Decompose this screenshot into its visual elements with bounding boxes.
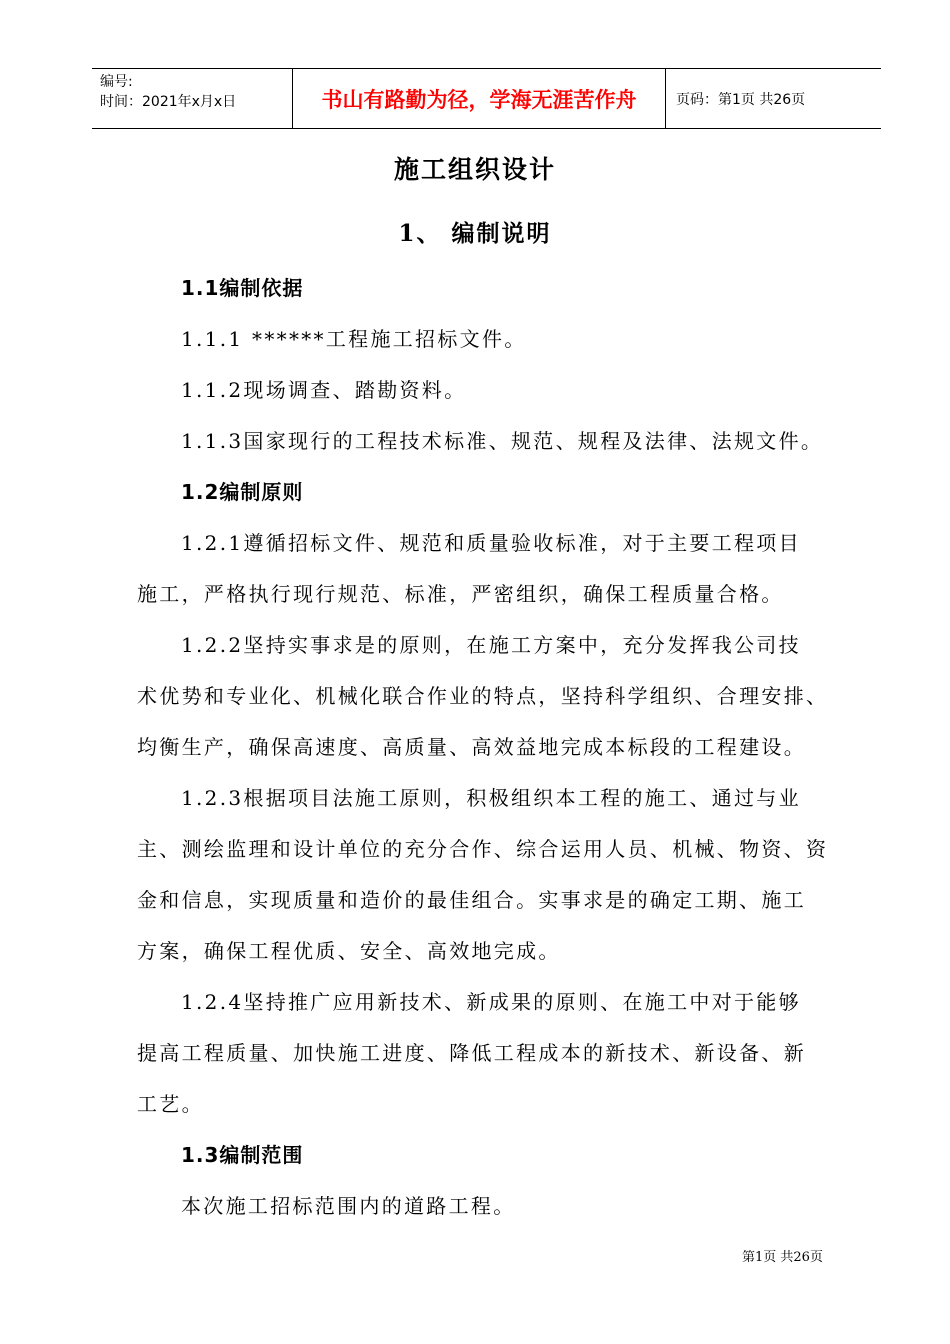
paragraph-line: 1.2.3根据项目法施工原则，积极组织本工程的施工、通过与业 (181, 786, 801, 810)
header-meta-cell (92, 69, 293, 128)
document-title: 施工组织设计 (393, 155, 556, 184)
page-header (92, 68, 881, 129)
header-motto: 书山有路勤为径，学海无涯苦作舟 (293, 69, 666, 128)
heading-1-3: 1.3编制范围 (181, 1143, 304, 1167)
paragraph-line: 1.1.3国家现行的工程技术标准、规范、规程及法律、法规文件。 (181, 429, 824, 453)
heading-1-2: 1.2编制原则 (181, 480, 304, 504)
paragraph-line: 均衡生产，确保高速度、高质量、高效益地完成本标段的工程建设。 (137, 735, 806, 759)
header-number-label: 编号: (100, 74, 133, 90)
heading-1-1: 1.1编制依据 (181, 276, 304, 300)
paragraph-line: 提高工程质量、加快施工进度、降低工程成本的新技术、新设备、新 (137, 1041, 806, 1065)
paragraph-line: 术优势和专业化、机械化联合作业的特点，坚持科学组织、合理安排、 (137, 684, 829, 708)
paragraph-line: 方案，确保工程优质、安全、高效地完成。 (137, 939, 561, 963)
paragraph-line: 1.1.1 ******工程施工招标文件。 (181, 327, 527, 351)
paragraph-line: 主、测绘监理和设计单位的充分合作、综合运用人员、机械、物资、资 (137, 837, 829, 861)
paragraph-line: 1.1.2现场调查、踏勘资料。 (181, 378, 467, 402)
page-footer: 第1页 共26页 (742, 1250, 823, 1265)
paragraph-line: 施工，严格执行现行规范、标准，严密组织，确保工程质量合格。 (137, 582, 784, 606)
paragraph-line: 金和信息，实现质量和造价的最佳组合。实事求是的确定工期、施工 (137, 888, 806, 912)
paragraph-line: 1.2.2坚持实事求是的原则，在施工方案中，充分发挥我公司技 (181, 633, 801, 657)
paragraph-line: 1.2.4坚持推广应用新技术、新成果的原则、在施工中对于能够 (181, 990, 801, 1014)
header-page-label: 页码：第1页 共26页 (676, 91, 806, 108)
header-time-label: 时间：2021年x月x日 (100, 94, 237, 110)
paragraph-line: 本次施工招标范围内的道路工程。 (181, 1194, 516, 1218)
section-title: 1、 编制说明 (398, 220, 552, 247)
paragraph-line: 工艺。 (137, 1092, 204, 1116)
paragraph-line: 1.2.1遵循招标文件、规范和质量验收标准，对于主要工程项目 (181, 531, 801, 555)
